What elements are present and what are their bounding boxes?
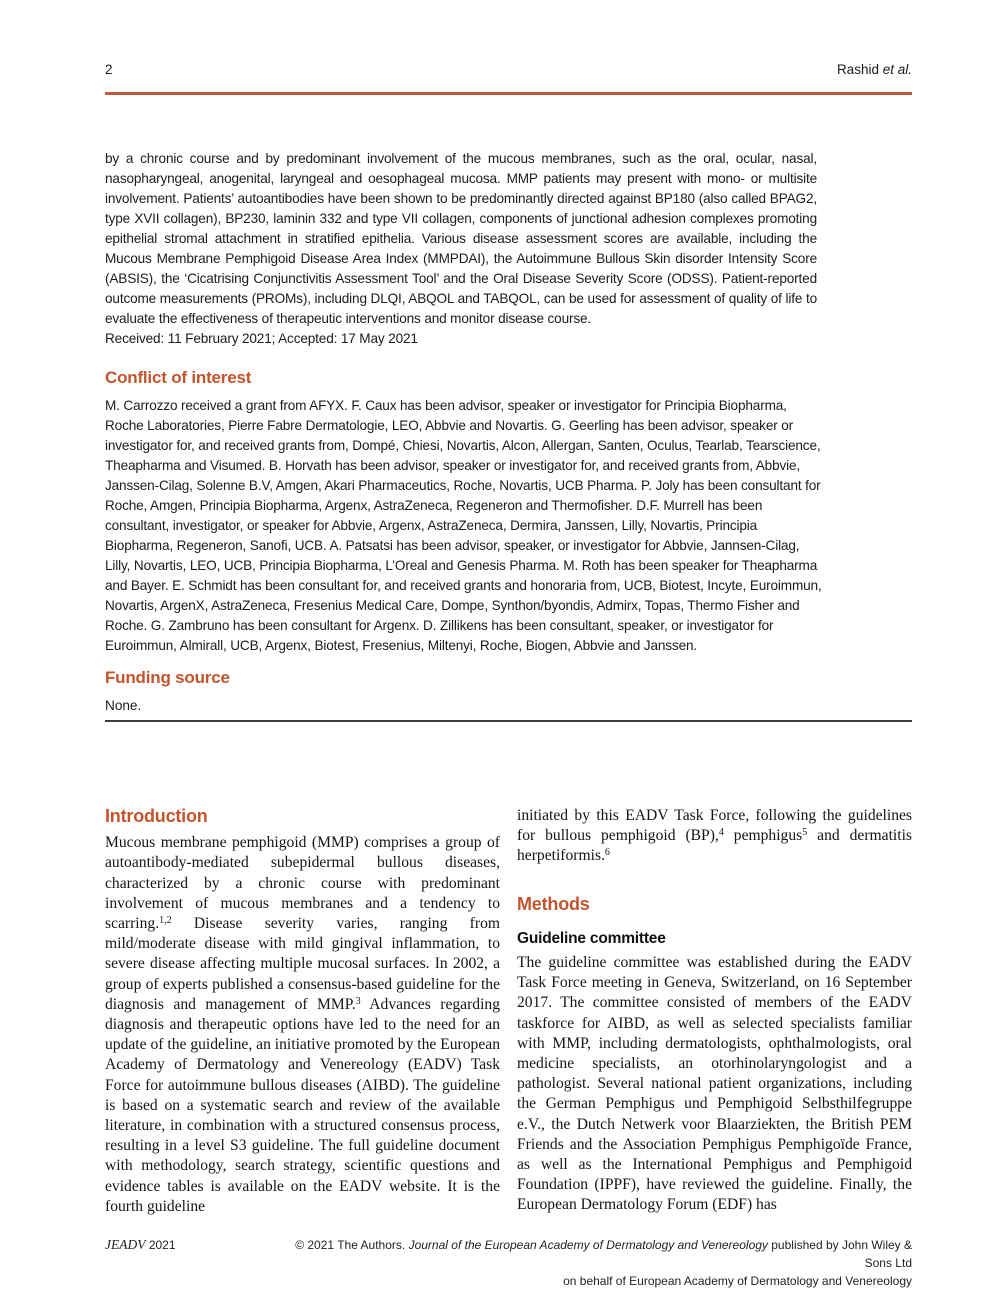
- footer-journal-info: [105, 1236, 176, 1254]
- footer-year: 2021: [148, 1238, 176, 1252]
- guideline-committee-subheading: Guideline committee: [517, 929, 666, 947]
- funding-source-section: [105, 668, 823, 716]
- page-number: 2: [105, 62, 113, 77]
- footer-copyright-line-1: © 2021 The Authors. Journal of the European Academy of Dermatology and Venereology published by John Wiley & Sons Ltd: [295, 1238, 912, 1270]
- left-column: [105, 806, 500, 1217]
- introduction-paragraph-right: initiated by this EADV Task Force, following the guidelines for bullous pemphigoid (BP),$^4$ pemphigus$^5$ and dermatitis herpetiformis.$^6$: [517, 807, 912, 865]
- conflict-of-interest-section: [105, 368, 823, 656]
- introduction-heading: Introduction: [105, 806, 208, 826]
- header-rule: [105, 92, 912, 95]
- page-header: [105, 62, 912, 77]
- right-column: [517, 806, 912, 1217]
- footer-copyright: [272, 1236, 912, 1290]
- running-head: Rashid et al.: [836, 62, 912, 77]
- guideline-committee-paragraph: The guideline committee was established during the EADV Task Force meeting in Geneva, Switzerland, on 16 September 2017. The committee consisted of members of the EADV taskforce for AIBD, as well as selected specialists familiar with MMP, including dermatologists, ophthalmologists, oral medicine specialists, an otorhinolaryngologist and a pathologist. Several national patient organizations, including the German Pemphigus und Pemphigoid Selbsthilfegruppe e.V., the Dutch Netwerk voor Blaarziekten, the British PEM Friends and the Association Pemphigus Pemphigoïde France, as well as the International Pemphigus and Pemphigoid Foundation (IPPF), have reviewed the guideline. Finally, the European Dermatology Forum (EDF) has: [517, 954, 912, 1214]
- funding-source-text: None.: [105, 698, 142, 713]
- introduction-paragraph-left: Mucous membrane pemphigoid (MMP) comprises a group of autoantibody-mediated subepidermal bullous diseases, characterized by a chronic course with predominant involvement of mucous membranes and a tendency to scarring.$^{1,2}$ Disease severity varies, ranging from mild/moderate disease with mild gingival inflammation, to severe disease affecting multiple mucosal surfaces. In 2002, a group of experts published a consensus-based guideline for the diagnosis and management of MMP.$^3$ Advances regarding diagnosis and therapeutic options have led to the need for an update of the guideline, an initiative promoted by the European Academy of Dermatology and Venereology (EADV) Task Force for autoimmune bullous diseases (AIBD). The guideline is based on a systematic search and review of the available literature, in combination with a structured consensus process, resulting in a level S3 guideline. The full guideline document with methodology, search strategy, scientific questions and evidence tables is available on the EADV website. It is the fourth guideline: [105, 834, 501, 1215]
- funding-source-heading: Funding source: [105, 668, 230, 687]
- conflict-of-interest-heading: Conflict of interest: [105, 368, 252, 387]
- front-matter-section: [105, 149, 817, 349]
- footer-journal-abbrev: JEADV: [105, 1237, 146, 1252]
- two-column-body: [105, 806, 912, 1217]
- received-accepted-line: Received: 11 February 2021; Accepted: 17 May 2021: [105, 331, 418, 346]
- section-divider-rule: [105, 720, 912, 722]
- page-footer: [105, 1236, 912, 1290]
- footer-copyright-line-2: on behalf of European Academy of Dermatology and Venereology: [563, 1274, 912, 1288]
- methods-heading: Methods: [517, 893, 590, 914]
- abstract-continuation-paragraph: by a chronic course and by predominant involvement of the mucous membranes, such as the oral, ocular, nasal, nasopharyngeal, anogenital, laryngeal and oesophageal mucosa. MMP patients may present with mono- or multisite involvement. Patients’ autoantibodies have been shown to be predominantly directed against BP180 (also called BPAG2, type XVII collagen), BP230, laminin 332 and type VII collagen, components of junctional adhesion complexes promoting epithelial stromal attachment in stratified epithelia. Various disease assessment scores are available, including the Mucous Membrane Pemphigoid Disease Area Index (MMPDAI), the Autoimmune Bullous Skin disorder Intensity Score (ABSIS), the ‘Cicatrising Conjunctivitis Assessment Tool’ and the Oral Disease Severity Score (ODSS). Patient-reported outcome measurements (PROMs), including DLQI, ABQOL and TABQOL, can be used for assessment of quality of life to evaluate the effectiveness of therapeutic interventions and monitor disease course.: [105, 151, 817, 326]
- conflict-of-interest-paragraph: M. Carrozzo received a grant from AFYX. F. Caux has been advisor, speaker or investigator for Principia Biopharma, Roche Laboratories, Pierre Fabre Dermatologie, LEO, Abbvie and Novartis. G. Geerling has been advisor, speaker or investigator for, and received grants from, Dompé, Chiesi, Novartis, Alcon, Allergan, Santen, Oculus, Tearlab, Tearscience, Theapharma and Visumed. B. Horvath has been advisor, speaker or investigator for, and received grants from, Abbvie, Janssen-Cilag, Solenne B.V, Amgen, Akari Pharmaceutics, Roche, Novartis, UCB Pharma. P. Joly has been consultant for Roche, Amgen, Principia Biopharma, Argenx, AstraZeneca, Regeneron and Thermofisher. D.F. Murrell has been consultant, investigator, or speaker for Abbvie, Argenx, AstraZeneca, Dermira, Janssen, Lilly, Novartis, Principia Biopharma, Regeneron, Sanofi, UCB. A. Patsatsi has been advisor, speaker, or investigator for Abbvie, Jannsen-Cilag, Lilly, Novartis, LEO, UCB, Principia Biopharma, L’Oreal and Genesis Pharma. M. Roth has been speaker for Theapharma and Bayer. E. Schmidt has been consultant for, and received grants and honoraria from, UCB, Biotest, Incyte, Euroimmun, Novartis, ArgenX, AstraZeneca, Fresenius Medical Care, Dompe, Synthon/byondis, Admirx, Topas, Thermo Fisher and Roche. G. Zambruno has been consultant for Argenx. D. Zillikens has been consultant, speaker, or investigator for Euroimmun, Almirall, UCB, Argenx, Biotest, Fresenius, Miltenyi, Roche, Biogen, Abbvie and Janssen.: [105, 398, 822, 653]
